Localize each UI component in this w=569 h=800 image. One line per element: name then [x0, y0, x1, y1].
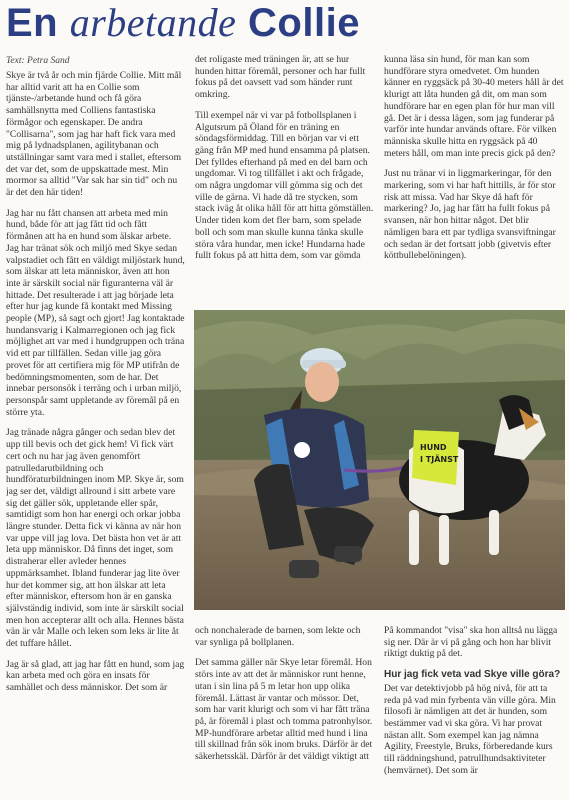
article-photo [194, 310, 565, 610]
article-column-2-bottom [195, 625, 375, 798]
paragraph: Jag tränade några gånger och sedan blev det upp till bevis och det gick hem! Vi fick värt cert och nu har jag även genomfört patrulledarutbildning och hundföraturbildningen inom MP. Skye är, som jag ser det, väldigt allround i sitt arbete vare sig det gäller sök, uppletande eller spår, samtidigt som hon har energi och orkar jobba längre stunder. Detta fick vi känna av när hon var uppe vill jag lova. Det bästa hon vet är att leta upp människor. Då finns det inget, som distraherar eller avleder hennes uppmärksamhet. Ibland funderar jag lite över hur det kommer sig, att hon älskar att leta efter människor, eftersom hon är en ganska självständig individ, som inte är särskilt social men hon accepterar allt och alla. Hennes bästa vän är vår Malle och leken som leks är lite åt det tuffare hållet. [6, 427, 184, 650]
subheading: Hur jag fick veta vad Skye ville göra? [384, 669, 561, 681]
paragraph: Jag är så glad, att jag har fått en hund, som jag kan arbeta med och göra en insats för samhället och dess människor. Det som är [6, 658, 185, 694]
article-column-3-bottom [384, 625, 565, 798]
article-column-1 [6, 70, 185, 798]
paragraph: och nonchalerade de barnen, som lekte och var synliga på bollplanen. [195, 625, 361, 648]
paragraph: det roligaste med träningen är, att se hur hunden hittar föremål, personer och har fullt fokus på det oavsett vad som händer runt omkring. [195, 54, 366, 101]
paragraph: Just nu tränar vi in liggmarkeringar, för den markering, som vi har haft hittills, är för stor risk att missa. Vad har Skye då haft för markering? Jo, jag har fått ha fullt fokus på svansen, när hon hittar något. Det blir nämligen bara ett par tydliga svansviftningar och sedan är det fortsatt jobb (givetvis efter köttbullebelöningen). [384, 168, 556, 262]
paragraph: Skye är två år och min fjärde Collie. Mitt mål har alltid varit att ha en Collie som tjänste-/arbetande hund och få göra samhällsnytta med Colliens fantastiska förmågor och egenskaper. De andra "Collisarna", som jag har haft fick vara med mig på lydnadsplanen, agilitybanan och utställningar samt vara med i stallet, eftersom det var det, som de uppskattade mest. Min mormor sa alltid "Var sak har sin tid" och nu är det den här tiden! [6, 70, 182, 199]
vest-text: HUND [420, 443, 447, 452]
vest-text: I TJÄNST [420, 455, 459, 464]
article-column-3-top [384, 54, 565, 304]
paragraph: Det samma gäller när Skye letar föremål. Hon störs inte av att det är människor runt henne, utan i sin lina på 5 m letar hon upp olika föremål. Lättast är vantar och mössor. Det, som har varit klurigt och som vi har fått träna på, är föremål i plast och tomma patronhylsor. MP-hundförare arbetar alltid med hund i lina till skillnad från sök inom bruks. Därför är det säkerhetsskäl. Därför är det väldigt viktigt att [195, 657, 373, 763]
paragraph: Jag har nu fått chansen att arbeta med min hund, både för att jag fått tid och fått förmånen att ha en hund som älskar arbete. Jag har tränat sök och miljö med Skye sedan valpstadiet och fått en väldigt miljöstark hund, som älskar att leta människor, även att hon inte är särskilt social när figuranterna väl är hittade. Det resulterade i att jag började leta efter hur jag kunde få kontakt med Missing people (MP), så sagt och gjort! Jag kontaktade hundansvarig i Kalmarregionen och jag fick möjlighet att var med i hundgruppen och träna vid ett par tillfällen. Sedan ville jag göra provet för att certifiera mig för MP utifrån de bedömningsmomenten, som de har. Det innebar personsök i terräng och i urban miljö, personspår samt uppletande av föremål på en större yta. [6, 207, 185, 418]
paragraph: Till exempel när vi var på fotbollsplanen i Algutsrum på Öland för en träning en söndagsförmiddag. Till en början var vi ett gäng från MP med hund ensamma på platsen. Det fylldes efterhand på med en del barn och ungdomar. Vi tog tillfället i akt och frågade, om några ungdomar vill gömma sig och det ville de gärna. Vi hade då tre stycken, som stack iväg åt olika håll för att hitta gömställen. Under tiden kom det fler barn, som spelade boll och som man skulle kunna tänka skulle störa våra hundar, men icke! Hundarna hade fullt fokus på att hitta dem, som var gömda [195, 109, 374, 262]
byline: Text: Petra Sand [6, 56, 70, 66]
article-column-2-top [195, 54, 375, 304]
page-title: En arbetande Collie [6, 0, 360, 45]
paragraph: Det var detektivjobb på hög nivå, för att ta reda på vad min fyrbenta vän ville göra. Min filosofi är nämligen att det är hunden, som bestämmer vad vi ska göra. Vi har provat nästan allt. Som exempel kan jag nämna Agility, Freestyle, Bruks, förberedande kurs till räddningshund, patrullhundsaktiviteter (hemvärnet). Det som är [384, 682, 556, 776]
photo-woman-with-collie-icon [194, 310, 565, 610]
paragraph: kunna läsa sin hund, för man kan som hundförare styra omedvetet. Om hunden känner en ryggsäck på 30-40 meters håll är det klurigt att låta hunden gå dit, om man som hundförare har en egen plan för hur man vill gå. Det är i dessa lägen, som jag funderar på varför inte hundar används oftare. För vilken människa skulle hitta en ryggsäck på 40 meters håll, om man inte precis gick på den? [384, 54, 564, 159]
paragraph: På kommandot "visa" ska hon alltså nu lägga sig ner. Där är vi på gång och hon har blivit riktigt duktig på det. [384, 625, 558, 660]
